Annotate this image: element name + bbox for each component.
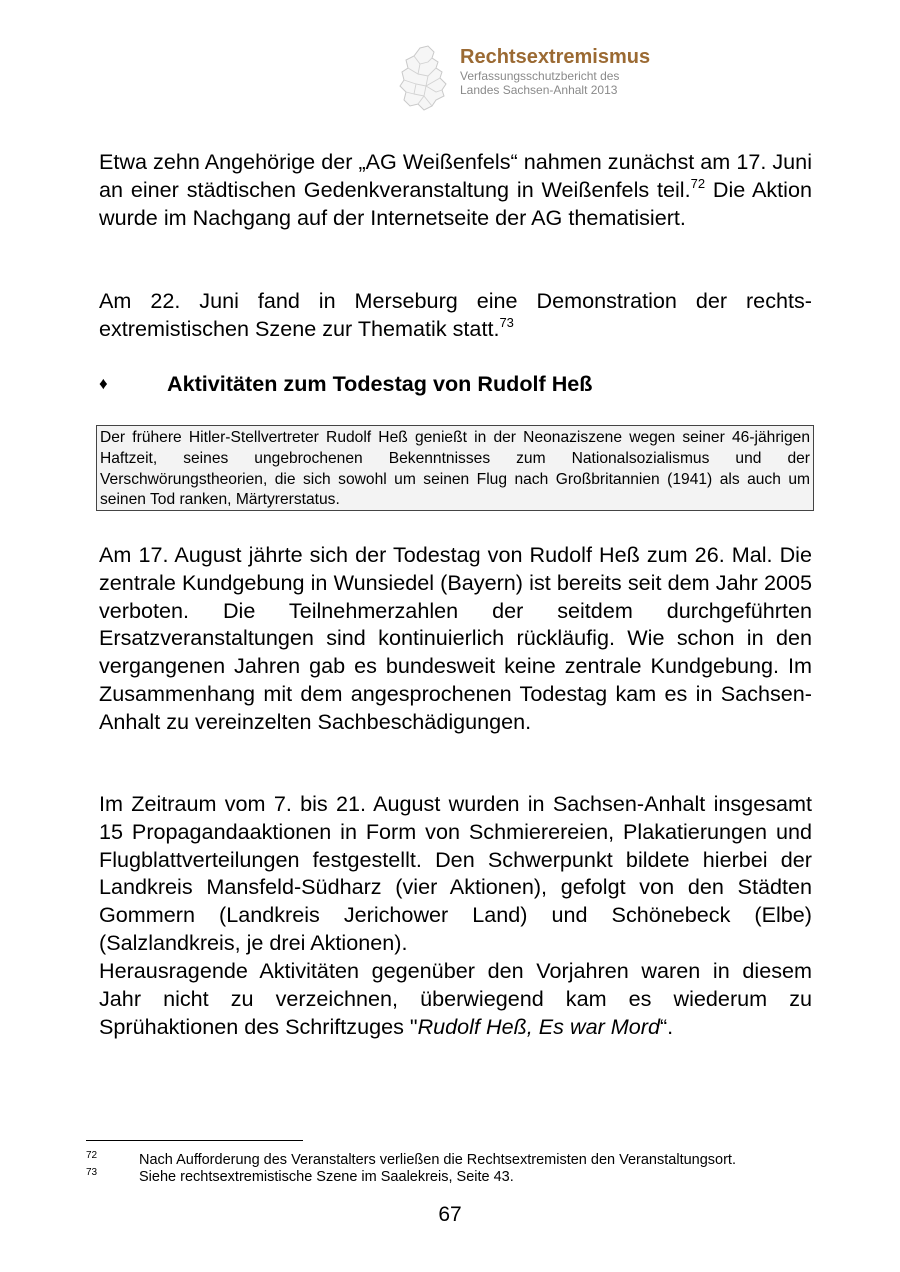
paragraph-propagandaaktionen: Im Zeitraum vom 7. bis 21. August wurden in Sachsen-Anhalt insgesamt 15 Propagandaaktionen in Form von Schmierereien, Plakatierungen und Flugblattverteilungen festgestellt. Den Schwerpunkt bildete hierbei der Landkreis Mansfeld-Südharz (vier Aktionen), gefolgt von den Städten Gommern (Landkreis Jerichower Land) und Schönebeck (Elbe) (Salzlandkreis, je drei Aktionen). xyxy=(99,791,812,955)
sachsen-anhalt-map-logo xyxy=(398,44,456,112)
info-box: Der frühere Hitler-Stellvertreter Rudolf Heß genießt in der Neonaziszene wegen seiner 46-jährigen Haftzeit, seines ungebrochenen Bekenntnisses zum Nationalsozialismus und der Verschwörungstheorien, die sich sowohl um seinen Flug nach Großbritannien (1941) als auch um seinen Tod ranken, Märtyrerstatus. xyxy=(96,425,814,511)
paragraph-text-cont: Die Aktion wurde im Nachgang auf der Internetseite der AG thematisiert. xyxy=(99,176,812,230)
header-title: Rechtsextremismus xyxy=(460,46,651,68)
footnote-text: Nach Aufforderung des Veranstalters verließen die Rechtsextremisten den Veranstaltungsort. xyxy=(139,1152,736,1168)
footnote-ref-72: 72 xyxy=(690,175,706,191)
header-subtitle-line-2: Landes Sachsen-Anhalt 2013 xyxy=(460,83,618,97)
footnote-ref-73: 73 xyxy=(499,314,514,330)
footnote-number: 72 xyxy=(86,1150,98,1161)
paragraph-ag-weissenfels xyxy=(99,148,812,231)
slogan-italic: Rudolf Heß, Es war Mord xyxy=(417,1013,660,1039)
paragraph-merseburg xyxy=(99,287,812,343)
header-subtitle-line-1: Verfassungsschutzbericht des xyxy=(460,69,620,83)
section-heading-text: Aktivitäten zum Todestag von Rudolf Heß xyxy=(167,371,593,396)
paragraph-text-end: “. xyxy=(659,1013,674,1039)
diamond-bullet-icon: ♦ xyxy=(99,374,108,393)
paragraph-text: Etwa zehn Angehörige der „AG Weißenfels“ nahmen zunächst am 17. Juni an einer städtischen Gedenkveranstaltung in Weißenfels teil. xyxy=(99,149,812,202)
paragraph-text: Herausragende Aktivitäten gegenüber den Vorjahren waren in diesem Jahr nicht zu verzeichnen, überwiegend kam es wiederum zu Sprühaktionen des Schriftzuges " xyxy=(99,958,812,1039)
page-number: 67 xyxy=(438,1203,462,1226)
paragraph-todestag: Am 17. August jährte sich der Todestag von Rudolf Heß zum 26. Mal. Die zentrale Kundgebung in Wunsiedel (Bayern) ist bereits seit dem Jahr 2005 verboten. Die Teilnehmerzahlen der seitdem durchgeführten Ersatzveranstaltungen sind kontinuierlich rückläufig. Wie schon in den vergangenen Jahren gab es bundesweit keine zentrale Kundgebung. Im Zusammenhang mit dem angesprochenen Todestag kam es in Sachsen-Anhalt zu vereinzelten Sachbeschädigungen. xyxy=(99,542,812,734)
paragraph-text: Am 22. Juni fand in Merseburg eine Demonstration der rechtsextremistischen Szene zur Thematik statt. xyxy=(99,288,812,341)
footnote-text: Siehe rechtsextremistische Szene im Saalekreis, Seite 43. xyxy=(139,1169,514,1185)
paragraph-spruehaktionen xyxy=(99,957,812,1040)
footnote-separator xyxy=(86,1140,303,1141)
page-header xyxy=(398,44,718,114)
footnote-number: 73 xyxy=(86,1167,98,1178)
